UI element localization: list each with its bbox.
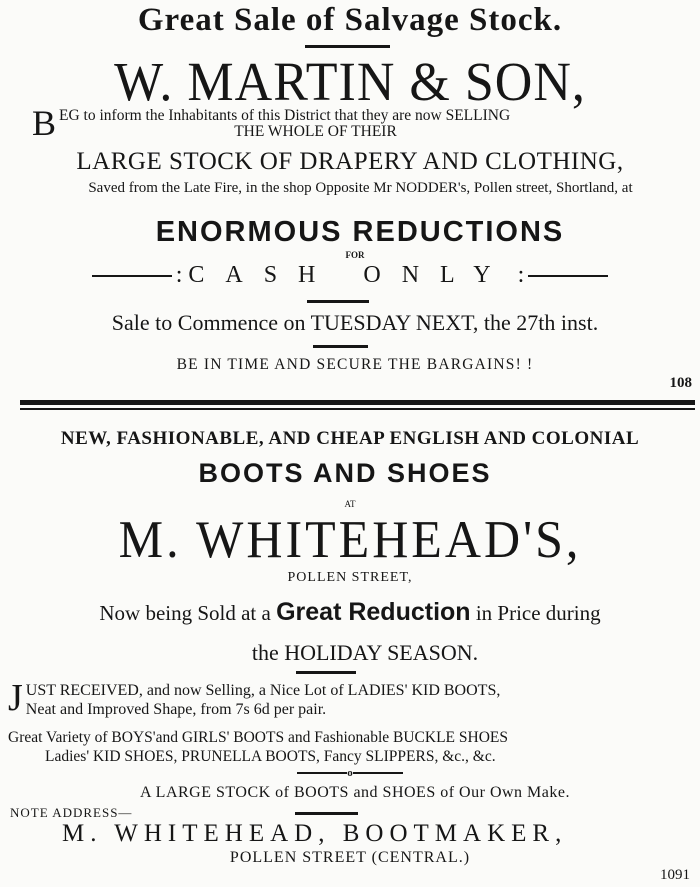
ad1-rule-3 xyxy=(313,345,368,348)
sep-mark: o xyxy=(347,767,353,779)
intro-line-1: EG to inform the Inhabitants of this District that they are now SELLING xyxy=(59,107,511,124)
ad1-intro xyxy=(32,103,692,143)
cash-close: : xyxy=(517,262,525,288)
ad2-pollen-street: POLLEN STREET, xyxy=(287,570,413,585)
ad2-great-variety: Great Variety of BOYS'and GIRLS' BOOTS and Fashionable BUCKLE SHOES xyxy=(8,729,508,746)
ad2-whitehead-bootmaker: M. WHITEHEAD, BOOTMAKER, xyxy=(62,820,568,847)
ad1-firm-name: W. MARTIN & SON, xyxy=(114,52,586,113)
ad1-enormous-reductions: ENORMOUS REDUCTIONS xyxy=(155,216,565,248)
ad1-saved-line: Saved from the Late Fire, in the shop Opposite Mr NODDER's, Pollen street, Shortland, at xyxy=(88,180,633,196)
ad2-note-address: NOTE ADDRESS— xyxy=(10,805,133,820)
ad2-ladies-kid-shoes: Ladies' KID SHOES, PRUNELLA BOOTS, Fancy SLIPPERS, &c., &c. xyxy=(45,748,496,765)
ad1-reference-number: 108 xyxy=(669,375,692,391)
ad1-rule xyxy=(305,45,390,48)
ad2-separator xyxy=(0,767,700,779)
now-being-text-b: in Price during xyxy=(470,601,601,625)
just-line-1: UST RECEIVED, and now Selling, a Nice Lot of LADIES' KID BOOTS, xyxy=(25,682,501,699)
ad1-cash-only xyxy=(0,262,700,289)
now-being-text-a: Now being Sold at a xyxy=(99,601,277,625)
intro-line-2: THE WHOLE OF THEIR xyxy=(234,123,397,140)
ad2-at: AT xyxy=(344,499,356,509)
dash-left xyxy=(92,275,172,277)
ad2-new-fashionable: NEW, FASHIONABLE, AND CHEAP ENGLISH AND COLONIAL xyxy=(60,428,640,449)
ad2-rule-2 xyxy=(295,812,358,815)
ad2-now-being-sold xyxy=(0,598,700,627)
ad2-holiday-season: the HOLIDAY SEASON. xyxy=(251,640,479,665)
sep-bar-right xyxy=(353,772,403,774)
advert-divider xyxy=(20,400,695,410)
just-line-2: Neat and Improved Shape, from 7s 6d per pair. xyxy=(25,701,327,718)
dash-right xyxy=(528,275,608,277)
ad2-rule xyxy=(296,671,356,674)
ad1-be-in-time: BE IN TIME AND SECURE THE BARGAINS! ! xyxy=(176,356,534,373)
ad1-for: FOR xyxy=(345,250,365,260)
ad2-firm-name: M. WHITEHEAD'S, xyxy=(118,509,582,569)
ad1-sale-date: Sale to Commence on TUESDAY NEXT, the 27th inst. xyxy=(111,310,599,335)
ad2-just-received xyxy=(8,677,698,719)
drop-cap: J xyxy=(8,677,23,719)
ad2-large-stock: A LARGE STOCK of BOOTS and SHOES of Our Own Make. xyxy=(140,784,570,801)
great-reduction: Great Reduction xyxy=(276,598,471,626)
ad1-drapery-line: LARGE STOCK OF DRAPERY AND CLOTHING, xyxy=(76,148,624,175)
ad2-boots-and-shoes: BOOTS AND SHOES xyxy=(198,458,492,488)
ad2-reference-number: 1091 xyxy=(660,867,690,883)
sep-bar-left xyxy=(297,772,347,774)
cash-letters: CASH ONLY xyxy=(188,262,512,288)
cash-open: : xyxy=(175,262,183,288)
ad2-pollen-street-central: POLLEN STREET (CENTRAL.) xyxy=(229,849,471,866)
drop-cap: B xyxy=(32,103,57,143)
ad1-rule-2 xyxy=(307,300,369,303)
ad1-headline: Great Sale of Salvage Stock. xyxy=(137,2,563,38)
